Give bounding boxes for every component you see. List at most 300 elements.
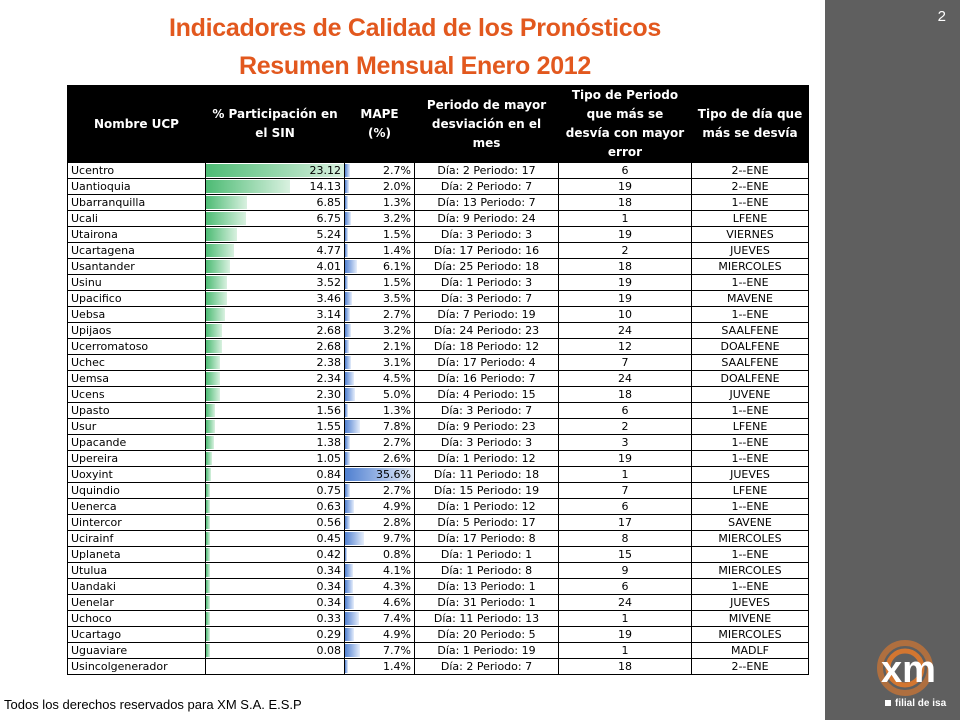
cell-mape-value: 2.0% <box>383 180 411 193</box>
cell-mape-value: 1.5% <box>383 228 411 241</box>
col-header-tipo-periodo: Tipo de Periodo que más se desvía con mayor error <box>559 86 692 163</box>
cell-tipo-dia: 1--ENE <box>692 579 809 595</box>
cell-tipo-periodo: 6 <box>559 403 692 419</box>
cell-mape-value: 3.5% <box>383 292 411 305</box>
cell-participacion <box>206 595 345 611</box>
cell-mape <box>345 499 415 515</box>
cell-participacion <box>206 275 345 291</box>
cell-periodo: Día: 11 Periodo: 18 <box>415 467 559 483</box>
cell-tipo-periodo: 19 <box>559 275 692 291</box>
cell-mape-value: 2.7% <box>383 436 411 449</box>
cell-participacion-bar <box>206 548 210 561</box>
cell-tipo-dia: SAALFENE <box>692 355 809 371</box>
cell-periodo: Día: 5 Periodo: 17 <box>415 515 559 531</box>
cell-periodo: Día: 2 Periodo: 7 <box>415 179 559 195</box>
cell-tipo-dia: 1--ENE <box>692 403 809 419</box>
col-header-nombre: Nombre UCP <box>68 86 206 163</box>
cell-participacion-bar <box>206 244 234 257</box>
cell-tipo-dia: 2--ENE <box>692 163 809 179</box>
table-row <box>68 371 809 387</box>
page-title: Indicadores de Calidad de los Pronósticos <box>169 14 661 42</box>
cell-periodo: Día: 18 Periodo: 12 <box>415 339 559 355</box>
cell-mape <box>345 563 415 579</box>
cell-participacion-value: 0.63 <box>316 500 341 513</box>
table-row <box>68 355 809 371</box>
cell-ucp-name: Uplaneta <box>68 547 206 563</box>
table-row <box>68 163 809 179</box>
cell-participacion-value: 6.75 <box>316 212 341 225</box>
table-row <box>68 195 809 211</box>
cell-participacion <box>206 355 345 371</box>
cell-tipo-dia: DOALFENE <box>692 339 809 355</box>
cell-periodo: Día: 17 Periodo: 16 <box>415 243 559 259</box>
cell-mape-value: 7.7% <box>383 644 411 657</box>
cell-mape <box>345 403 415 419</box>
cell-tipo-periodo: 2 <box>559 243 692 259</box>
cell-ucp-name: Ucali <box>68 211 206 227</box>
cell-ucp-name: Ucartagena <box>68 243 206 259</box>
cell-tipo-periodo: 18 <box>559 259 692 275</box>
cell-mape <box>345 307 415 323</box>
col-header-mape: MAPE (%) <box>345 86 415 163</box>
cell-participacion-bar <box>206 180 290 193</box>
cell-periodo: Día: 1 Periodo: 8 <box>415 563 559 579</box>
quality-table <box>67 85 809 675</box>
table-row <box>68 435 809 451</box>
cell-participacion-value: 0.34 <box>316 596 341 609</box>
cell-participacion-value: 2.38 <box>316 356 341 369</box>
cell-participacion-value: 0.84 <box>316 468 341 481</box>
cell-mape <box>345 291 415 307</box>
cell-ucp-name: Usur <box>68 419 206 435</box>
cell-mape-value: 1.3% <box>383 404 411 417</box>
cell-periodo: Día: 7 Periodo: 19 <box>415 307 559 323</box>
cell-participacion-value: 2.34 <box>316 372 341 385</box>
cell-participacion <box>206 259 345 275</box>
cell-participacion-value: 4.01 <box>316 260 341 273</box>
cell-participacion-bar <box>206 612 210 625</box>
cell-participacion-bar <box>206 372 220 385</box>
cell-participacion <box>206 291 345 307</box>
cell-participacion-bar <box>206 388 220 401</box>
cell-ucp-name: Ucens <box>68 387 206 403</box>
cell-tipo-periodo: 7 <box>559 483 692 499</box>
table-row <box>68 211 809 227</box>
cell-participacion-value: 5.24 <box>316 228 341 241</box>
cell-participacion-bar <box>206 644 210 657</box>
cell-tipo-periodo: 10 <box>559 307 692 323</box>
cell-tipo-dia: 1--ENE <box>692 307 809 323</box>
cell-mape <box>345 339 415 355</box>
cell-mape <box>345 643 415 659</box>
cell-participacion-value: 0.45 <box>316 532 341 545</box>
cell-mape-bar <box>345 420 360 433</box>
table-row <box>68 595 809 611</box>
cell-participacion-bar <box>206 260 230 273</box>
cell-mape-value: 4.1% <box>383 564 411 577</box>
cell-mape-value: 7.4% <box>383 612 411 625</box>
cell-periodo: Día: 24 Periodo: 23 <box>415 323 559 339</box>
cell-ucp-name: Uenerca <box>68 499 206 515</box>
cell-periodo: Día: 31 Periodo: 1 <box>415 595 559 611</box>
cell-ucp-name: Usinu <box>68 275 206 291</box>
cell-mape-value: 9.7% <box>383 532 411 545</box>
cell-tipo-periodo: 6 <box>559 163 692 179</box>
table-header-row <box>68 86 809 163</box>
col-header-periodo: Periodo de mayor desviación en el mes <box>415 86 559 163</box>
cell-participacion <box>206 371 345 387</box>
page-number: 2 <box>937 8 946 25</box>
cell-tipo-periodo: 6 <box>559 499 692 515</box>
table-row <box>68 387 809 403</box>
cell-mape <box>345 515 415 531</box>
cell-mape-value: 2.7% <box>383 484 411 497</box>
right-sidebar <box>825 0 960 720</box>
cell-periodo: Día: 2 Periodo: 7 <box>415 659 559 675</box>
cell-mape <box>345 323 415 339</box>
cell-participacion-value: 1.56 <box>316 404 341 417</box>
table-row <box>68 339 809 355</box>
cell-tipo-periodo: 1 <box>559 467 692 483</box>
isa-square-icon <box>885 700 891 706</box>
cell-participacion <box>206 419 345 435</box>
cell-participacion-value: 23.12 <box>309 164 341 177</box>
cell-participacion <box>206 435 345 451</box>
cell-tipo-periodo: 3 <box>559 435 692 451</box>
xm-logo <box>875 640 955 696</box>
cell-participacion-value: 0.75 <box>316 484 341 497</box>
cell-tipo-dia: LFENE <box>692 211 809 227</box>
cell-periodo: Día: 13 Periodo: 7 <box>415 195 559 211</box>
cell-participacion <box>206 227 345 243</box>
table-row <box>68 563 809 579</box>
cell-tipo-periodo: 19 <box>559 627 692 643</box>
cell-mape-bar <box>345 324 351 337</box>
cell-participacion-bar <box>206 628 210 641</box>
table-row <box>68 291 809 307</box>
cell-tipo-dia: SAVENE <box>692 515 809 531</box>
cell-tipo-dia: JUEVES <box>692 243 809 259</box>
cell-participacion-value: 0.42 <box>316 548 341 561</box>
cell-tipo-periodo: 2 <box>559 419 692 435</box>
cell-mape-value: 2.7% <box>383 164 411 177</box>
cell-mape-value: 2.1% <box>383 340 411 353</box>
cell-periodo: Día: 3 Periodo: 3 <box>415 227 559 243</box>
cell-tipo-periodo: 19 <box>559 451 692 467</box>
cell-participacion <box>206 483 345 499</box>
cell-tipo-dia: JUEVES <box>692 595 809 611</box>
table-row <box>68 403 809 419</box>
cell-ucp-name: Upacande <box>68 435 206 451</box>
cell-ucp-name: Upasto <box>68 403 206 419</box>
cell-tipo-dia: 1--ENE <box>692 435 809 451</box>
cell-tipo-dia: 1--ENE <box>692 275 809 291</box>
cell-mape-value: 1.3% <box>383 196 411 209</box>
cell-participacion <box>206 451 345 467</box>
cell-mape-value: 2.8% <box>383 516 411 529</box>
cell-participacion-value: 2.68 <box>316 340 341 353</box>
cell-participacion-value: 0.34 <box>316 564 341 577</box>
cell-tipo-periodo: 19 <box>559 227 692 243</box>
cell-ucp-name: Uantioquia <box>68 179 206 195</box>
cell-participacion-bar <box>206 212 246 225</box>
cell-periodo: Día: 4 Periodo: 15 <box>415 387 559 403</box>
cell-periodo: Día: 2 Periodo: 17 <box>415 163 559 179</box>
cell-tipo-periodo: 24 <box>559 323 692 339</box>
cell-tipo-dia: MIVENE <box>692 611 809 627</box>
cell-ucp-name: Upijaos <box>68 323 206 339</box>
table-row <box>68 483 809 499</box>
cell-tipo-periodo: 19 <box>559 291 692 307</box>
cell-mape-bar <box>345 484 350 497</box>
cell-mape-bar <box>345 340 349 353</box>
filial-text: filial de isa <box>895 698 947 709</box>
cell-mape-bar <box>345 308 350 321</box>
cell-ucp-name: Uchec <box>68 355 206 371</box>
cell-participacion <box>206 643 345 659</box>
cell-mape-value: 35.6% <box>376 468 411 481</box>
cell-ucp-name: Uoxyint <box>68 467 206 483</box>
cell-ucp-name: Utulua <box>68 563 206 579</box>
cell-tipo-dia: 2--ENE <box>692 179 809 195</box>
cell-participacion <box>206 307 345 323</box>
cell-participacion <box>206 387 345 403</box>
cell-participacion-value: 0.33 <box>316 612 341 625</box>
cell-periodo: Día: 1 Periodo: 1 <box>415 547 559 563</box>
cell-tipo-dia: LFENE <box>692 419 809 435</box>
cell-tipo-periodo: 1 <box>559 211 692 227</box>
cell-participacion <box>206 179 345 195</box>
cell-ucp-name: Uebsa <box>68 307 206 323</box>
cell-mape-value: 2.6% <box>383 452 411 465</box>
cell-participacion-bar <box>206 532 210 545</box>
cell-tipo-dia: LFENE <box>692 483 809 499</box>
table-row <box>68 243 809 259</box>
cell-mape-bar <box>345 372 354 385</box>
cell-periodo: Día: 16 Periodo: 7 <box>415 371 559 387</box>
cell-mape-bar <box>345 356 351 369</box>
cell-mape-value: 4.3% <box>383 580 411 593</box>
cell-mape <box>345 211 415 227</box>
table-row <box>68 579 809 595</box>
cell-tipo-dia: JUVENE <box>692 387 809 403</box>
cell-mape-bar <box>345 292 352 305</box>
cell-participacion <box>206 563 345 579</box>
cell-tipo-periodo: 6 <box>559 579 692 595</box>
cell-participacion-bar <box>206 404 215 417</box>
cell-ucp-name: Uemsa <box>68 371 206 387</box>
table-row <box>68 627 809 643</box>
cell-periodo: Día: 1 Periodo: 3 <box>415 275 559 291</box>
cell-participacion-value: 14.13 <box>309 180 341 193</box>
cell-ucp-name: Uandaki <box>68 579 206 595</box>
cell-tipo-dia: MIERCOLES <box>692 563 809 579</box>
cell-mape-bar <box>345 260 357 273</box>
cell-mape <box>345 259 415 275</box>
cell-mape-value: 4.9% <box>383 628 411 641</box>
cell-mape <box>345 659 415 675</box>
page-subtitle: Resumen Mensual Enero 2012 <box>238 52 592 80</box>
cell-tipo-periodo: 24 <box>559 595 692 611</box>
cell-mape-value: 6.1% <box>383 260 411 273</box>
cell-participacion <box>206 627 345 643</box>
cell-participacion <box>206 611 345 627</box>
cell-mape-value: 0.8% <box>383 548 411 561</box>
cell-ucp-name: Ucirainf <box>68 531 206 547</box>
cell-participacion-value: 0.34 <box>316 580 341 593</box>
table-row <box>68 499 809 515</box>
cell-tipo-periodo: 7 <box>559 355 692 371</box>
cell-ucp-name: Ucerromatoso <box>68 339 206 355</box>
cell-tipo-periodo: 24 <box>559 371 692 387</box>
cell-mape-bar <box>345 548 347 561</box>
cell-participacion-bar <box>206 292 227 305</box>
cell-participacion <box>206 211 345 227</box>
cell-periodo: Día: 3 Periodo: 3 <box>415 435 559 451</box>
cell-ucp-name: Ucartago <box>68 627 206 643</box>
cell-mape-value: 3.1% <box>383 356 411 369</box>
table-row <box>68 547 809 563</box>
cell-mape-bar <box>345 180 349 193</box>
cell-mape <box>345 195 415 211</box>
cell-mape-bar <box>345 164 350 177</box>
cell-mape-value: 4.5% <box>383 372 411 385</box>
cell-mape <box>345 579 415 595</box>
filial-label <box>885 698 946 709</box>
cell-tipo-dia: JUEVES <box>692 467 809 483</box>
table-row <box>68 467 809 483</box>
cell-participacion-value: 0.29 <box>316 628 341 641</box>
cell-mape <box>345 483 415 499</box>
cell-participacion <box>206 163 345 179</box>
cell-mape-bar <box>345 404 348 417</box>
cell-participacion-bar <box>206 196 247 209</box>
cell-mape <box>345 227 415 243</box>
table-row <box>68 307 809 323</box>
cell-participacion-bar <box>206 484 210 497</box>
cell-ucp-name: Uquindio <box>68 483 206 499</box>
cell-tipo-dia: VIERNES <box>692 227 809 243</box>
cell-tipo-dia: MAVENE <box>692 291 809 307</box>
cell-mape <box>345 387 415 403</box>
cell-tipo-dia: MADLF <box>692 643 809 659</box>
cell-mape <box>345 531 415 547</box>
cell-periodo: Día: 11 Periodo: 13 <box>415 611 559 627</box>
cell-participacion <box>206 323 345 339</box>
cell-periodo: Día: 1 Periodo: 12 <box>415 451 559 467</box>
xm-logo-text: xm <box>881 649 936 691</box>
cell-mape-bar <box>345 644 360 657</box>
cell-participacion-bar <box>206 420 215 433</box>
cell-mape-bar <box>345 564 353 577</box>
cell-mape-bar <box>345 628 354 641</box>
cell-mape <box>345 595 415 611</box>
cell-mape <box>345 275 415 291</box>
cell-ucp-name: Upereira <box>68 451 206 467</box>
cell-mape-bar <box>345 388 355 401</box>
cell-participacion-value: 1.05 <box>316 452 341 465</box>
cell-participacion-bar <box>206 340 222 353</box>
cell-participacion-value: 0.08 <box>316 644 341 657</box>
cell-participacion <box>206 499 345 515</box>
cell-participacion-bar <box>206 276 227 289</box>
cell-ucp-name: Usincolgenerador <box>68 659 206 675</box>
cell-mape <box>345 547 415 563</box>
cell-mape-bar <box>345 436 350 449</box>
cell-mape <box>345 355 415 371</box>
cell-participacion-value: 0.56 <box>316 516 341 529</box>
col-header-participacion: % Participación en el SIN <box>206 86 345 163</box>
cell-mape-bar <box>345 596 354 609</box>
table-row <box>68 227 809 243</box>
cell-participacion-value: 4.77 <box>316 244 341 257</box>
cell-participacion <box>206 531 345 547</box>
cell-participacion-value: 2.68 <box>316 324 341 337</box>
cell-mape-bar <box>345 244 348 257</box>
cell-participacion-bar <box>206 452 212 465</box>
cell-participacion-bar <box>206 356 220 369</box>
cell-periodo: Día: 1 Periodo: 12 <box>415 499 559 515</box>
table-row <box>68 259 809 275</box>
cell-mape <box>345 419 415 435</box>
cell-mape-value: 7.8% <box>383 420 411 433</box>
cell-periodo: Día: 9 Periodo: 24 <box>415 211 559 227</box>
cell-participacion-value: 6.85 <box>316 196 341 209</box>
cell-tipo-periodo: 1 <box>559 643 692 659</box>
cell-ucp-name: Uchoco <box>68 611 206 627</box>
cell-mape <box>345 179 415 195</box>
cell-tipo-periodo: 19 <box>559 179 692 195</box>
cell-ucp-name: Uintercor <box>68 515 206 531</box>
cell-mape-value: 2.7% <box>383 308 411 321</box>
cell-participacion-value: 1.55 <box>316 420 341 433</box>
cell-tipo-periodo: 18 <box>559 659 692 675</box>
cell-participacion-value: 2.30 <box>316 388 341 401</box>
cell-ucp-name: Uenelar <box>68 595 206 611</box>
cell-tipo-dia: 1--ENE <box>692 547 809 563</box>
cell-periodo: Día: 9 Periodo: 23 <box>415 419 559 435</box>
cell-ucp-name: Ubarranquilla <box>68 195 206 211</box>
col-header-tipo-dia: Tipo de día que más se desvía <box>692 86 809 163</box>
cell-mape-bar <box>345 612 359 625</box>
cell-mape-bar <box>345 228 348 241</box>
cell-periodo: Día: 1 Periodo: 19 <box>415 643 559 659</box>
cell-ucp-name: Uguaviare <box>68 643 206 659</box>
cell-mape <box>345 243 415 259</box>
cell-mape-value: 1.4% <box>383 244 411 257</box>
table-row <box>68 179 809 195</box>
cell-participacion <box>206 467 345 483</box>
copyright-footer: Todos los derechos reservados para XM S.A. E.S.P <box>4 697 302 712</box>
cell-tipo-periodo: 18 <box>559 387 692 403</box>
cell-participacion-bar <box>206 500 210 513</box>
cell-tipo-periodo: 18 <box>559 195 692 211</box>
table-row <box>68 515 809 531</box>
cell-tipo-periodo: 15 <box>559 547 692 563</box>
cell-ucp-name: Upacifico <box>68 291 206 307</box>
cell-participacion <box>206 195 345 211</box>
table-row <box>68 659 809 675</box>
cell-tipo-periodo: 8 <box>559 531 692 547</box>
cell-tipo-dia: MIERCOLES <box>692 627 809 643</box>
cell-mape <box>345 435 415 451</box>
cell-participacion-bar <box>206 308 225 321</box>
cell-mape <box>345 611 415 627</box>
cell-periodo: Día: 20 Periodo: 5 <box>415 627 559 643</box>
cell-tipo-dia: 1--ENE <box>692 499 809 515</box>
cell-ucp-name: Usantander <box>68 259 206 275</box>
cell-participacion-bar <box>206 516 210 529</box>
